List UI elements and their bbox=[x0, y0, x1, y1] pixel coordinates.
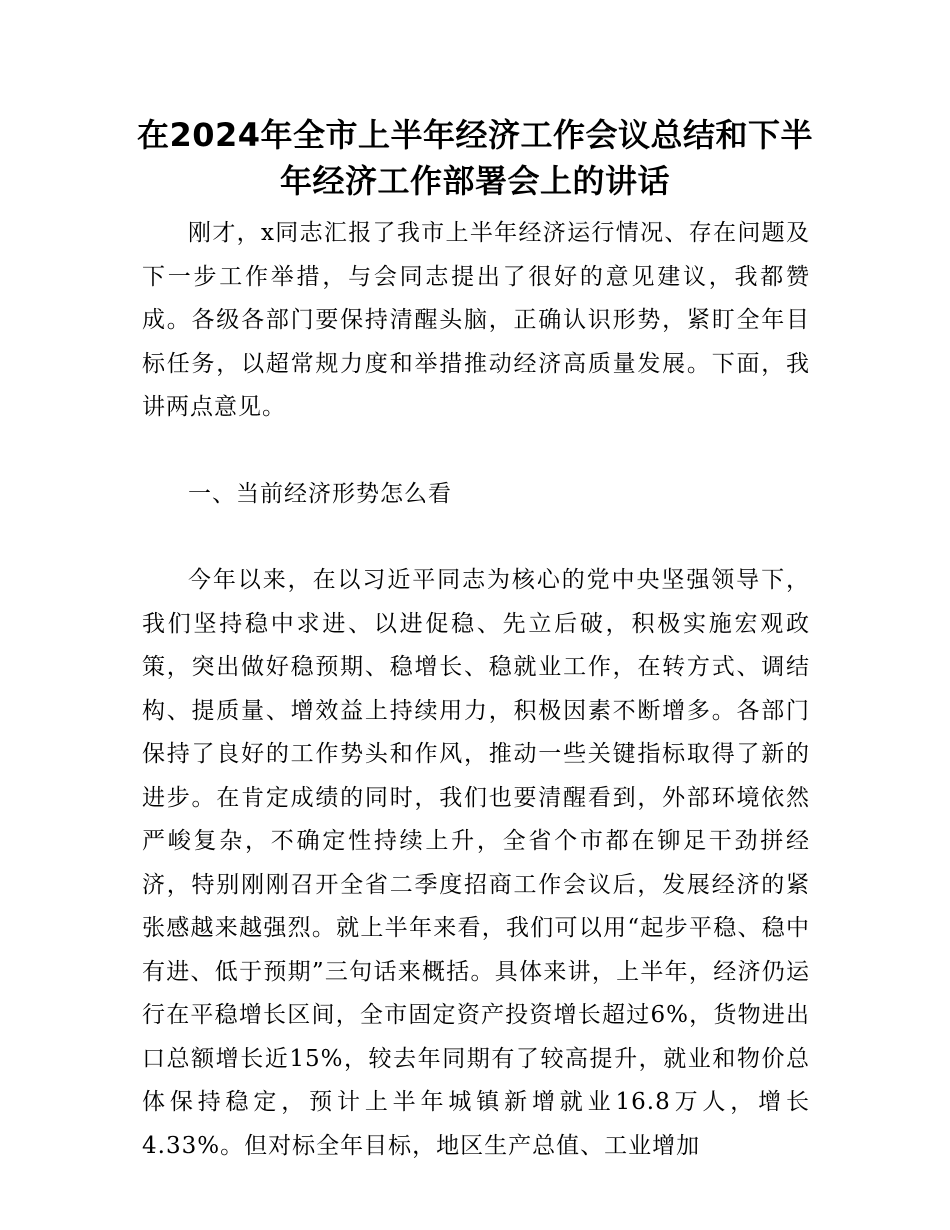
paragraph-situation: 今年以来，在以习近平同志为核心的党中央坚强领导下，我们坚持稳中求进、以进促稳、先立后破，积极实施宏观政策，突出做好稳预期、稳增长、稳就业工作，在转方式、调结构、提质量、增效益上持续用力，积极因素不断增多。各部门保持了良好的工作势头和作风，推动一些关键指标取得了新的进步。在肯定成绩的同时，我们也要清醒看到，外部环境依然严峻复杂，不确定性持续上升，全省个市都在铆足干劲拼经济，特别刚刚召开全省二季度招商工作会议后，发展经济的紧张感越来越强烈。就上半年来看，我们可以用“起步平稳、稳中有进、低于预期”三句话来概括。具体来讲，上半年，经济仍运行在平稳增长区间，全市固定资产投资增长超过6%，货物进出口总额增长近15%，较去年同期有了较高提升，就业和物价总体保持稳定，预计上半年城镇新增就业16.8万人，增长4.33%。但对标全年目标，地区生产总值、工业增加 bbox=[142, 567, 810, 1159]
document-body bbox=[142, 212, 810, 1168]
paragraph-intro: 刚才，x同志汇报了我市上半年经济运行情况、存在问题及下一步工作举措，与会同志提出了很好的意见建议，我都赞成。各级各部门要保持清醒头脑，正确认识形势，紧盯全年目标任务，以超常规力度和举措推动经济高质量发展。下面，我讲两点意见。 bbox=[142, 220, 810, 420]
document-title: 在2024年全市上半年经济工作会议总结和下半年经济工作部署会上的讲话 bbox=[136, 116, 814, 200]
section-heading: 一、当前经济形势怎么看 bbox=[188, 480, 452, 507]
